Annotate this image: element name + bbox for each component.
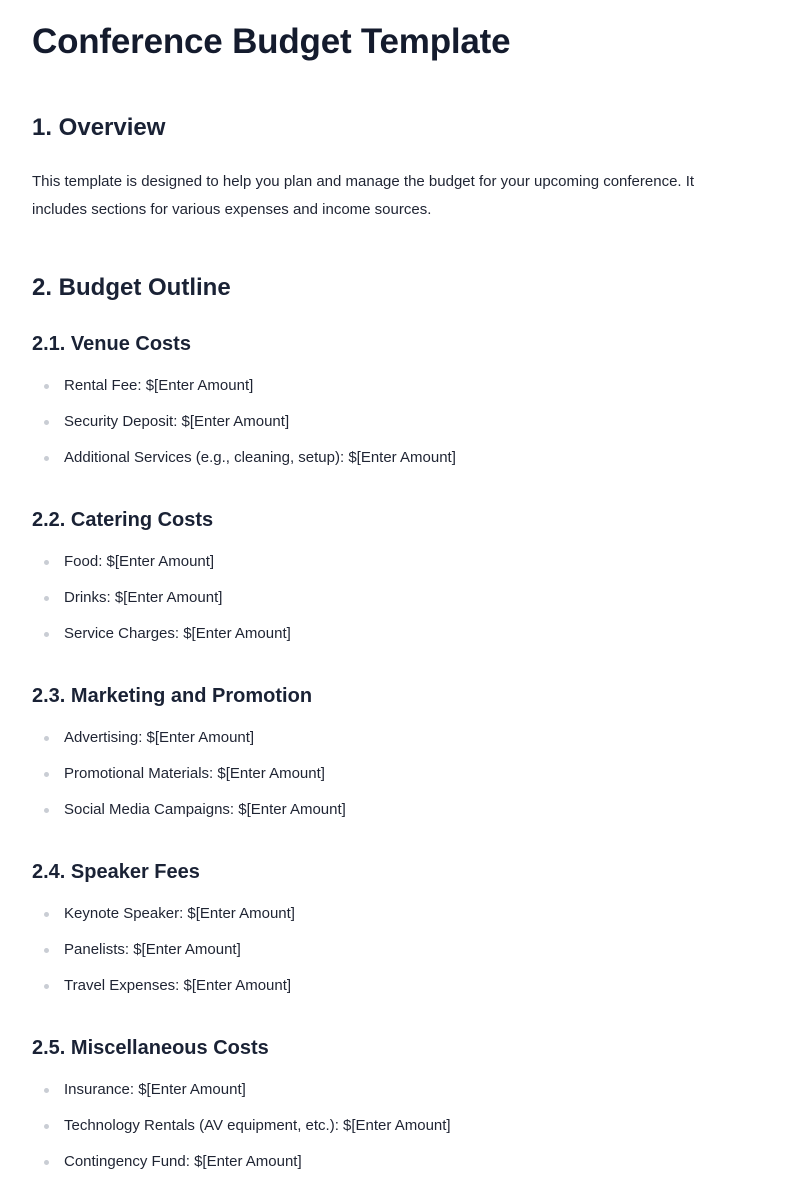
speaker-fees-list xyxy=(32,902,295,1010)
bullet-icon xyxy=(44,772,49,777)
document-title: Conference Budget Template xyxy=(32,22,511,61)
bullet-icon xyxy=(44,984,49,989)
list-item xyxy=(32,550,291,586)
list-item xyxy=(32,726,346,762)
list-item-text: Food: $[Enter Amount] xyxy=(64,553,215,570)
overview-text: This template is designed to help you plan and manage the budget for your upcoming conference. It includes sections for various expenses and income sources. xyxy=(32,173,695,218)
overview-heading: 1. Overview xyxy=(32,114,166,141)
list-item xyxy=(32,1114,451,1150)
list-item xyxy=(32,586,291,622)
list-item xyxy=(32,374,456,410)
bullet-icon xyxy=(44,596,49,601)
list-item-text: Insurance: $[Enter Amount] xyxy=(64,1081,246,1098)
list-item-text: Rental Fee: $[Enter Amount] xyxy=(64,377,254,394)
list-item xyxy=(32,762,346,798)
bullet-icon xyxy=(44,420,49,425)
list-item xyxy=(32,622,291,658)
list-item xyxy=(32,974,295,1010)
catering-costs-list xyxy=(32,550,291,658)
list-item-text: Promotional Materials: $[Enter Amount] xyxy=(64,765,325,782)
section-heading-marketing-promotion: 2.3. Marketing and Promotion xyxy=(32,685,313,707)
list-item xyxy=(32,798,346,834)
list-item-text: Technology Rentals (AV equipment, etc.): $[Enter Amount] xyxy=(64,1117,451,1134)
bullet-icon xyxy=(44,384,49,389)
list-item-text: Service Charges: $[Enter Amount] xyxy=(64,625,291,642)
list-item xyxy=(32,1078,451,1114)
bullet-icon xyxy=(44,560,49,565)
list-item-text: Security Deposit: $[Enter Amount] xyxy=(64,413,290,430)
list-item-text: Drinks: $[Enter Amount] xyxy=(64,589,223,606)
bullet-icon xyxy=(44,456,49,461)
list-item-text: Social Media Campaigns: $[Enter Amount] xyxy=(64,801,346,818)
section-heading-speaker-fees: 2.4. Speaker Fees xyxy=(32,861,200,883)
bullet-icon xyxy=(44,808,49,813)
list-item-text: Travel Expenses: $[Enter Amount] xyxy=(64,977,292,994)
list-item-text: Panelists: $[Enter Amount] xyxy=(64,941,241,958)
bullet-icon xyxy=(44,736,49,741)
bullet-icon xyxy=(44,1160,49,1165)
bullet-icon xyxy=(44,912,49,917)
list-item-text: Additional Services (e.g., cleaning, setup): $[Enter Amount] xyxy=(64,449,456,466)
list-item xyxy=(32,902,295,938)
list-item-text: Advertising: $[Enter Amount] xyxy=(64,729,255,746)
budget-outline-heading: 2. Budget Outline xyxy=(32,274,231,301)
miscellaneous-costs-list xyxy=(32,1078,451,1186)
list-item xyxy=(32,1150,451,1186)
list-item xyxy=(32,446,456,482)
list-item xyxy=(32,938,295,974)
bullet-icon xyxy=(44,1124,49,1129)
section-heading-catering-costs: 2.2. Catering Costs xyxy=(32,509,214,531)
bullet-icon xyxy=(44,948,49,953)
section-heading-miscellaneous-costs: 2.5. Miscellaneous Costs xyxy=(32,1037,269,1059)
list-item-text: Contingency Fund: $[Enter Amount] xyxy=(64,1153,302,1170)
marketing-promotion-list xyxy=(32,726,346,834)
list-item xyxy=(32,410,456,446)
section-heading-venue-costs: 2.1. Venue Costs xyxy=(32,333,191,355)
list-item-text: Keynote Speaker: $[Enter Amount] xyxy=(64,905,295,922)
bullet-icon xyxy=(44,1088,49,1093)
venue-costs-list xyxy=(32,374,456,482)
bullet-icon xyxy=(44,632,49,637)
